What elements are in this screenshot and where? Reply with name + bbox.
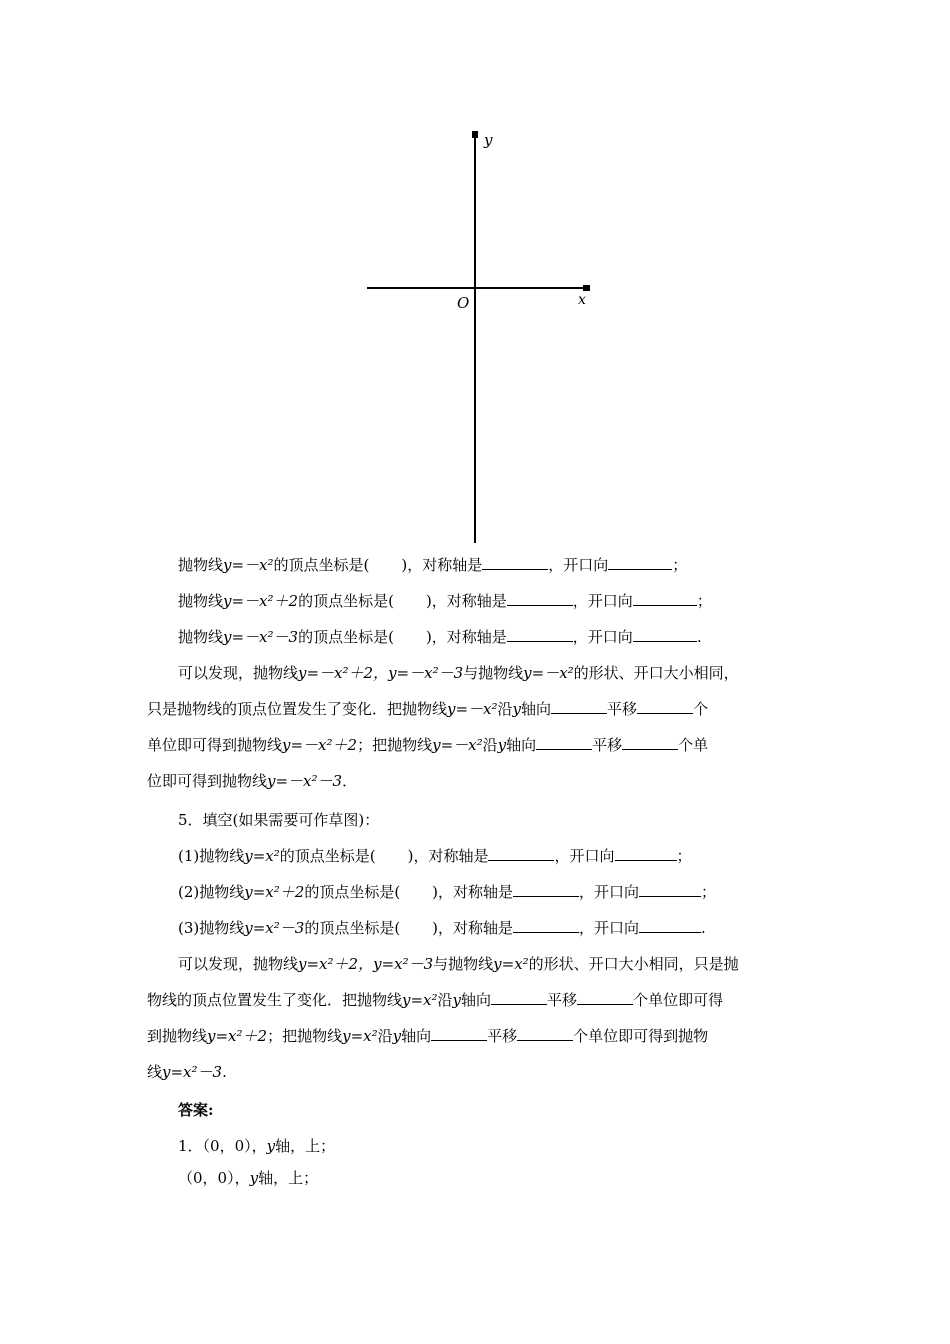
axis-variable: y — [392, 1027, 402, 1045]
axis-variable: y — [452, 991, 462, 1009]
answer-blank[interactable] — [633, 626, 697, 642]
answer-blank[interactable] — [577, 989, 633, 1005]
equation: y=x²－3 — [244, 919, 305, 937]
text: ，开口向 — [548, 556, 609, 574]
equation: y=x²＋2 — [207, 1027, 268, 1045]
q4-para-3 — [147, 733, 708, 757]
text: 位即可得到抛物线 — [147, 772, 268, 790]
text: 的顶点坐标是( — [298, 592, 394, 610]
text: ． — [342, 772, 358, 790]
answer-blank[interactable] — [639, 917, 701, 933]
answer-blank[interactable] — [491, 989, 547, 1005]
answer-blank[interactable] — [482, 554, 548, 570]
y-axis-arrow — [472, 131, 478, 138]
text: 可以发现，抛物线 — [178, 664, 299, 682]
q4-para-1 — [178, 661, 739, 685]
answer-line-1 — [178, 1134, 335, 1158]
equation: y=x² — [402, 991, 438, 1009]
text: 轴，上； — [275, 1137, 336, 1155]
text: 轴向 — [461, 991, 492, 1009]
text: 的顶点坐标是( — [279, 847, 376, 865]
text: 平移 — [547, 991, 578, 1009]
answer-blank[interactable] — [513, 881, 579, 897]
equation: y=－x² — [447, 700, 498, 718]
axis-variable: y — [497, 736, 507, 754]
text: 沿 — [497, 700, 513, 718]
text: 的顶点坐标是( — [304, 883, 401, 901]
equation: y=x² — [342, 1027, 378, 1045]
text: （0，0）， — [178, 1169, 250, 1187]
equation: y=－x²＋2 — [282, 736, 358, 754]
answer-blank[interactable] — [507, 590, 573, 606]
text: . — [701, 919, 706, 937]
text: ；把抛物线 — [267, 1027, 343, 1045]
text: ，开口向 — [579, 919, 640, 937]
text: 平移 — [487, 1027, 518, 1045]
text: (1)抛物线 — [178, 847, 245, 865]
text: . — [222, 1063, 227, 1081]
text: )，对称轴是 — [425, 628, 507, 646]
equation: y=x²＋2 — [244, 883, 305, 901]
text: )，对称轴是 — [432, 883, 514, 901]
text: (2)抛物线 — [178, 883, 245, 901]
answer-blank[interactable] — [637, 698, 693, 714]
text: 的顶点坐标是( — [304, 919, 401, 937]
q4-para-2 — [147, 697, 708, 721]
answer-blank[interactable] — [513, 917, 579, 933]
text: 可以发现，抛物线 — [178, 955, 299, 973]
text: 轴向 — [521, 700, 552, 718]
text: 个单位即可得 — [633, 991, 724, 1009]
text: ，开口向 — [572, 628, 633, 646]
x-axis-arrow — [583, 285, 590, 291]
text: 与抛物线 — [433, 955, 494, 973]
text: )，对称轴是 — [407, 847, 489, 865]
answer-blank[interactable] — [615, 845, 677, 861]
q4-line-2 — [178, 589, 712, 613]
text: 个单 — [678, 736, 709, 754]
text: . — [696, 628, 702, 646]
text: 沿 — [377, 1027, 393, 1045]
q5-para-1 — [178, 952, 739, 976]
answer-blank[interactable] — [517, 1025, 573, 1041]
axis-variable: y — [249, 1169, 259, 1187]
text: 轴，上； — [258, 1169, 319, 1187]
coordinate-axes-diagram — [360, 125, 600, 550]
question-title: 5．填空(如果需要可作草图)： — [178, 811, 380, 829]
text: )，对称轴是 — [401, 556, 483, 574]
text: 平移 — [607, 700, 638, 718]
text: 个 — [693, 700, 709, 718]
text: 沿 — [437, 991, 453, 1009]
text: 的形状、开口大小相同， — [573, 664, 739, 682]
q5-title — [178, 808, 379, 832]
answer-blank[interactable] — [639, 881, 701, 897]
text: )，对称轴是 — [432, 919, 514, 937]
answer-blank[interactable] — [507, 626, 573, 642]
equation: y=x²－3 — [162, 1063, 223, 1081]
q5-para-2 — [147, 988, 723, 1012]
equation: y=x² — [244, 847, 280, 865]
equation: y=－x²－3 — [223, 628, 299, 646]
q5-line-1 — [178, 844, 692, 868]
text: 的顶点坐标是( — [298, 628, 394, 646]
equation: y=x²＋2，y=x²－3 — [298, 955, 434, 973]
q4-para-4 — [147, 769, 357, 793]
equation: y=x² — [493, 955, 529, 973]
text: 物线的顶点位置发生了变化．把抛物线 — [147, 991, 403, 1009]
equation: y=－x²－3 — [267, 772, 343, 790]
answer-blank[interactable] — [488, 845, 554, 861]
answer-blank[interactable] — [536, 734, 592, 750]
text: 1．（0，0）， — [178, 1137, 267, 1155]
text: ； — [701, 883, 717, 901]
answer-blank[interactable] — [431, 1025, 487, 1041]
origin-label: O — [457, 294, 470, 312]
text: 沿 — [482, 736, 498, 754]
text: 抛物线 — [178, 628, 224, 646]
text: ； — [676, 847, 692, 865]
q5-para-3 — [147, 1024, 708, 1048]
answer-blank[interactable] — [551, 698, 607, 714]
text: 只是抛物线的顶点位置发生了变化．把抛物线 — [147, 700, 448, 718]
answer-blank[interactable] — [633, 590, 697, 606]
text: 轴向 — [506, 736, 537, 754]
equation: y=－x² — [432, 736, 483, 754]
answer-blank[interactable] — [622, 734, 678, 750]
text: 抛物线 — [178, 556, 224, 574]
heading-text: 答案: — [178, 1101, 214, 1119]
text: 线 — [147, 1063, 163, 1081]
text: (3)抛物线 — [178, 919, 245, 937]
text: 个单位即可得到抛物 — [573, 1027, 709, 1045]
q4-line-3 — [178, 625, 702, 649]
answer-blank[interactable] — [608, 554, 672, 570]
axis-variable: y — [512, 700, 522, 718]
equation: y=－x² — [223, 556, 274, 574]
q5-line-2 — [178, 880, 716, 904]
text: ； — [696, 592, 712, 610]
text: 到抛物线 — [147, 1027, 208, 1045]
text: ，开口向 — [579, 883, 640, 901]
text: ； — [672, 556, 688, 574]
answers-heading — [178, 1098, 214, 1122]
text: 单位即可得到抛物线 — [147, 736, 283, 754]
equation: y=－x² — [523, 664, 574, 682]
text: ；把抛物线 — [357, 736, 433, 754]
equation: y=－x²＋2，y=－x²－3 — [298, 664, 464, 682]
text: 的形状、开口大小相同，只是抛 — [528, 955, 739, 973]
text: 平移 — [592, 736, 623, 754]
text: ，开口向 — [572, 592, 633, 610]
y-axis-label: y — [484, 131, 493, 149]
text: 的顶点坐标是( — [273, 556, 370, 574]
answer-line-2 — [178, 1166, 318, 1190]
text: ，开口向 — [554, 847, 615, 865]
text: 轴向 — [401, 1027, 432, 1045]
text: 与抛物线 — [463, 664, 524, 682]
text: 抛物线 — [178, 592, 224, 610]
axis-variable: y — [266, 1137, 276, 1155]
q5-para-4 — [147, 1060, 227, 1084]
q5-line-3 — [178, 916, 706, 940]
q4-line-1 — [178, 553, 687, 577]
x-axis-label: x — [578, 292, 586, 308]
text: )，对称轴是 — [425, 592, 507, 610]
equation: y=－x²＋2 — [223, 592, 299, 610]
